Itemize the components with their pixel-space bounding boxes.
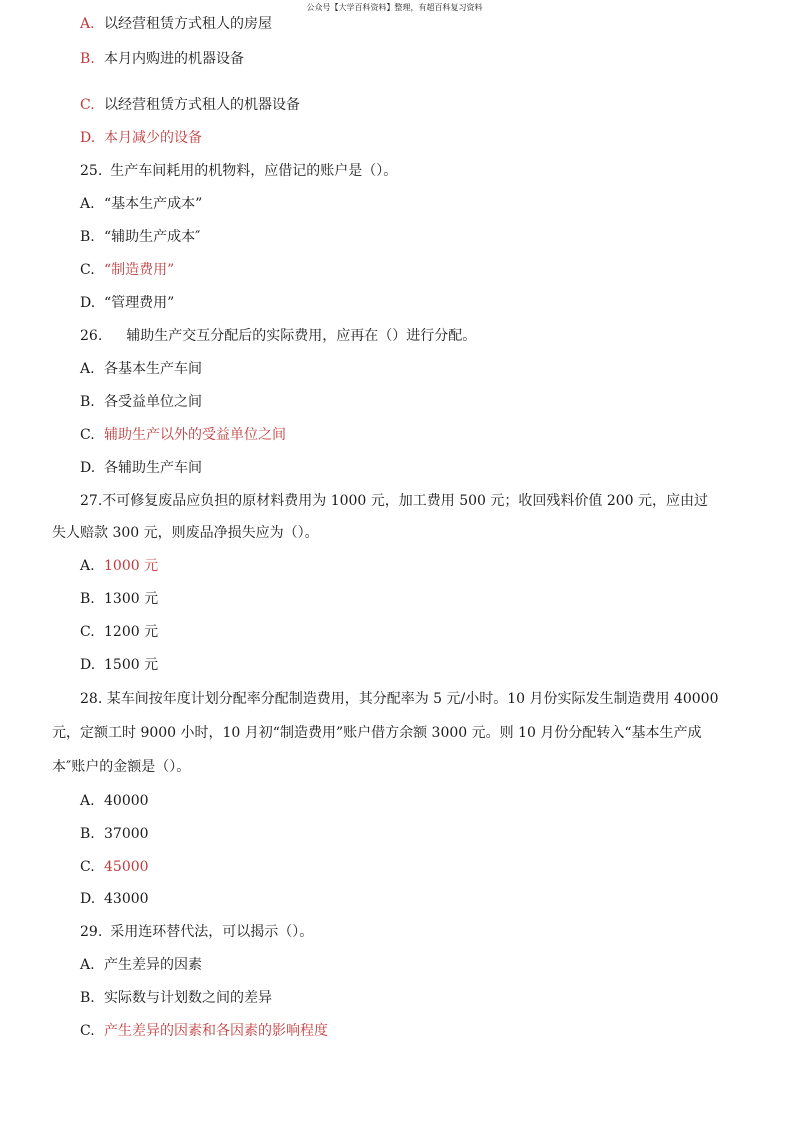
q26-option-a xyxy=(80,359,202,379)
q27-option-a xyxy=(80,556,158,576)
option-text: 以经营租赁方式租人的房屋 xyxy=(104,16,272,32)
option-letter: B. xyxy=(80,990,95,1006)
option-text: 1300 元 xyxy=(104,591,159,607)
option-letter: A. xyxy=(80,957,95,973)
option-letter: D. xyxy=(80,657,96,673)
option-letter: C. xyxy=(80,262,95,278)
option-letter: B. xyxy=(80,394,95,410)
option-letter: D. xyxy=(80,295,96,311)
q24-option-a xyxy=(80,14,272,34)
q24-option-d xyxy=(80,128,202,148)
option-letter: B. xyxy=(80,51,95,67)
q26-stem xyxy=(80,326,476,346)
option-letter: A. xyxy=(80,16,95,32)
q28-option-d xyxy=(80,889,149,909)
option-letter: C. xyxy=(80,1023,95,1039)
q26-option-d xyxy=(80,458,202,478)
option-text: “管理费用” xyxy=(104,295,175,311)
q29-option-c xyxy=(80,1021,328,1041)
option-text: 本月内购进的机器设备 xyxy=(104,51,244,67)
question-number: 25. xyxy=(80,163,103,179)
option-text: 1200 元 xyxy=(104,624,159,640)
q24-option-b xyxy=(80,49,244,69)
q28-stem-line2: 元，定额工时 9000 小时，10 月初“制造费用”账户借方余额 3000 元。则 10 月份分配转入“基本生产成 xyxy=(52,725,702,741)
option-text: 各受益单位之间 xyxy=(104,394,202,410)
question-text: 辅助生产交互分配后的实际费用，应再在（）进行分配。 xyxy=(126,328,477,344)
q25-option-c xyxy=(80,260,174,280)
q27-option-c xyxy=(80,622,158,642)
option-text: 产生差异的因素和各因素的影响程度 xyxy=(104,1023,328,1039)
q25-stem xyxy=(80,161,397,181)
q28-stem-line1: 28. 某车间按年度计划分配率分配制造费用，其分配率为 5 元/小时。10 月份实际发生制造费用 40000 xyxy=(80,691,719,707)
q29-option-b xyxy=(80,988,272,1008)
option-letter: A. xyxy=(80,361,95,377)
q28-stem-line3: 本″账户的金额是（）。 xyxy=(52,759,191,775)
option-letter: B. xyxy=(80,229,95,245)
option-text: 实际数与计划数之间的差异 xyxy=(104,990,272,1006)
q27-option-d xyxy=(80,655,158,675)
option-text: 37000 xyxy=(104,826,149,842)
option-letter: C. xyxy=(80,427,95,443)
q25-option-b xyxy=(80,227,200,247)
option-text: “基本生产成本” xyxy=(104,196,203,212)
option-text: 43000 xyxy=(104,891,149,907)
q26-option-c xyxy=(80,425,286,445)
option-text: “制造费用” xyxy=(104,262,175,278)
question-text: 采用连环替代法，可以揭示（）。 xyxy=(110,924,314,940)
page-header: 公众号【大学百科资料】整理，有超百科复习资料 xyxy=(306,3,483,12)
option-text: 45000 xyxy=(104,859,149,875)
option-text: 40000 xyxy=(104,793,149,809)
option-letter: C. xyxy=(80,97,95,113)
option-text: 各基本生产车间 xyxy=(104,361,202,377)
q29-option-a xyxy=(80,955,202,975)
option-letter: B. xyxy=(80,591,95,607)
option-text: 1000 元 xyxy=(104,558,159,574)
question-number: 26. xyxy=(80,328,103,344)
q27-stem-line2: 失人赔款 300 元，则废品净损失应为（）。 xyxy=(52,525,319,541)
option-letter: A. xyxy=(80,793,95,809)
option-letter: A. xyxy=(80,558,95,574)
q29-stem xyxy=(80,922,313,942)
q25-option-d xyxy=(80,293,174,313)
q27-option-b xyxy=(80,589,158,609)
option-letter: C. xyxy=(80,859,95,875)
option-text: “辅助生产成本″ xyxy=(104,229,201,245)
option-letter: D. xyxy=(80,460,96,476)
option-text: 以经营租赁方式租人的机器设备 xyxy=(104,97,300,113)
q26-option-b xyxy=(80,392,202,412)
option-letter: A. xyxy=(80,196,95,212)
question-text: 生产车间耗用的机物料，应借记的账户是（）。 xyxy=(110,163,398,179)
q27-stem-line1: 27.不可修复废品应负担的原材料费用为 1000 元，加工费用 500 元；收回残料价值 200 元，应由过 xyxy=(80,493,709,509)
option-text: 本月减少的设备 xyxy=(104,130,202,146)
q28-option-a xyxy=(80,791,149,811)
q28-option-b xyxy=(80,824,149,844)
question-number: 29. xyxy=(80,924,103,940)
option-letter: D. xyxy=(80,891,96,907)
option-text: 各辅助生产车间 xyxy=(104,460,202,476)
q24-option-c xyxy=(80,95,300,115)
option-text: 1500 元 xyxy=(104,657,159,673)
option-letter: D. xyxy=(80,130,96,146)
option-letter: B. xyxy=(80,826,95,842)
option-text: 产生差异的因素 xyxy=(104,957,202,973)
q25-option-a xyxy=(80,194,202,214)
option-text: 辅助生产以外的受益单位之间 xyxy=(104,427,286,443)
q28-option-c xyxy=(80,857,149,877)
option-letter: C. xyxy=(80,624,95,640)
